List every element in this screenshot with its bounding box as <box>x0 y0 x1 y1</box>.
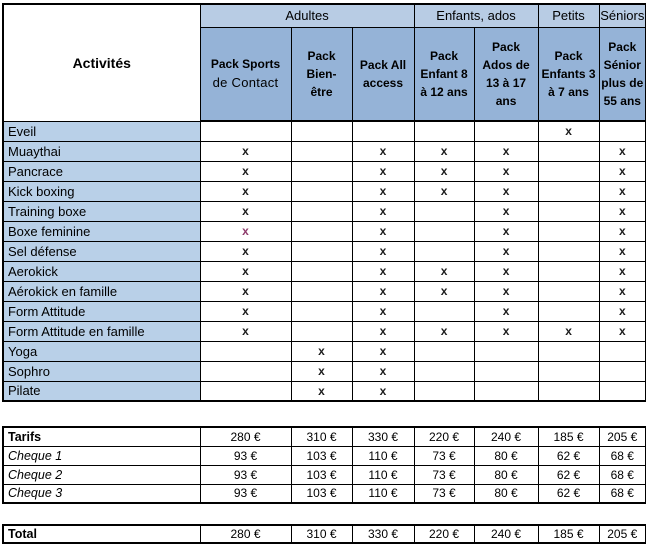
table-row <box>3 221 646 241</box>
mark-cell <box>200 361 291 381</box>
pack-header-line: Ados de <box>482 57 530 72</box>
table-row <box>3 141 646 161</box>
price-cell: 62 € <box>538 465 599 484</box>
mark-cell <box>538 201 599 221</box>
mark-cell <box>414 201 474 221</box>
pack-header-line: 55 ans <box>603 93 641 108</box>
mark-cell <box>291 301 352 321</box>
mark-cell <box>291 121 352 141</box>
mark-cell <box>538 341 599 361</box>
mark-cell: x <box>352 141 414 161</box>
pack-header-line: Sénior <box>603 57 641 72</box>
price-cell: 68 € <box>599 465 646 484</box>
price-cell: 103 € <box>291 465 352 484</box>
mark-cell <box>414 121 474 141</box>
mark-cell: x <box>599 141 646 161</box>
table-row <box>3 321 646 341</box>
mark-cell: x <box>474 241 538 261</box>
pack-header-line: Pack All <box>359 57 407 72</box>
pricing-row <box>3 446 646 465</box>
mark-cell <box>200 121 291 141</box>
table-row <box>3 161 646 181</box>
mark-cell <box>414 241 474 261</box>
mark-cell: x <box>414 321 474 341</box>
table-row <box>3 261 646 281</box>
mark-cell: x <box>200 301 291 321</box>
pack-header-line: à 12 ans <box>420 84 468 99</box>
mark-cell <box>538 261 599 281</box>
pricing-table <box>2 426 646 504</box>
pricing-row <box>3 465 646 484</box>
table-row <box>3 241 646 261</box>
pack-header-line: Bien- <box>306 66 337 81</box>
mark-cell <box>538 181 599 201</box>
pack-header-line: Pack <box>608 39 637 54</box>
group-header-row <box>3 4 646 27</box>
pack-header-line: Enfant 8 <box>420 66 468 81</box>
mark-cell <box>474 341 538 361</box>
mark-cell: x <box>200 261 291 281</box>
price-cell: 80 € <box>474 465 538 484</box>
mark-cell: x <box>414 141 474 161</box>
mark-cell: x <box>352 321 414 341</box>
pack-header-line: Pack <box>307 48 336 63</box>
mark-cell: x <box>200 141 291 161</box>
mark-cell: x <box>200 181 291 201</box>
pricing-row <box>3 427 646 446</box>
mark-cell <box>291 201 352 221</box>
total-body <box>3 525 646 543</box>
mark-cell: x <box>599 181 646 201</box>
activity-label: Sophro <box>3 361 200 381</box>
mark-cell <box>414 341 474 361</box>
mark-cell <box>200 381 291 401</box>
pack-header-line: access <box>362 75 404 90</box>
group-header: Petits <box>538 4 599 27</box>
mark-cell: x <box>414 161 474 181</box>
price-cell: 80 € <box>474 484 538 503</box>
table-row <box>3 361 646 381</box>
activity-label: Aérokick en famille <box>3 281 200 301</box>
price-cell: 205 € <box>599 427 646 446</box>
mark-cell: x <box>291 361 352 381</box>
mark-cell: x <box>352 261 414 281</box>
total-price-cell: 220 € <box>414 525 474 543</box>
table-row <box>3 181 646 201</box>
activity-label: Training boxe <box>3 201 200 221</box>
mark-cell <box>538 361 599 381</box>
price-cell: 80 € <box>474 446 538 465</box>
group-header: Séniors <box>599 4 646 27</box>
mark-cell: x <box>352 381 414 401</box>
pack-header-line: plus de <box>601 75 644 90</box>
mark-cell <box>291 221 352 241</box>
mark-cell: x <box>352 301 414 321</box>
activity-label: Kick boxing <box>3 181 200 201</box>
price-cell: 73 € <box>414 446 474 465</box>
mark-cell: x <box>599 221 646 241</box>
pack-header <box>352 27 414 121</box>
mark-cell <box>474 121 538 141</box>
mark-cell: x <box>599 201 646 221</box>
mark-cell <box>200 341 291 361</box>
total-price-cell: 330 € <box>352 525 414 543</box>
mark-cell <box>291 161 352 181</box>
activity-label: Form Attitude <box>3 301 200 321</box>
mark-cell: x <box>352 181 414 201</box>
mark-cell: x <box>352 241 414 261</box>
price-cell: 310 € <box>291 427 352 446</box>
mark-cell <box>291 241 352 261</box>
activities-table <box>2 3 646 402</box>
pack-header-line: ans <box>495 93 517 108</box>
table-row <box>3 121 646 141</box>
mark-cell: x <box>352 161 414 181</box>
mark-cell: x <box>474 281 538 301</box>
mark-cell <box>414 381 474 401</box>
activity-label: Aerokick <box>3 261 200 281</box>
price-cell: 62 € <box>538 484 599 503</box>
pack-header-line: Enfants 3 <box>541 66 596 81</box>
price-cell: 220 € <box>414 427 474 446</box>
pack-header <box>599 27 646 121</box>
price-cell: 103 € <box>291 484 352 503</box>
mark-cell: x <box>599 301 646 321</box>
pricing-row-label: Cheque 1 <box>3 446 200 465</box>
price-cell: 68 € <box>599 484 646 503</box>
mark-cell: x <box>474 301 538 321</box>
pack-header-line: Pack <box>492 39 521 54</box>
mark-cell <box>538 381 599 401</box>
mark-cell: x <box>599 161 646 181</box>
total-label: Total <box>3 525 200 543</box>
mark-cell: x <box>474 181 538 201</box>
pack-header <box>414 27 474 121</box>
pack-header-line: Pack <box>554 48 583 63</box>
mark-cell <box>599 121 646 141</box>
mark-cell <box>599 381 646 401</box>
pack-header <box>474 27 538 121</box>
total-price-cell: 310 € <box>291 525 352 543</box>
pack-header-line: Pack Sports <box>210 57 281 71</box>
mark-cell: x <box>599 241 646 261</box>
activity-label: Boxe feminine <box>3 221 200 241</box>
pricing-body <box>3 427 646 503</box>
pack-header-line: 13 à 17 <box>486 75 527 90</box>
mark-cell: x <box>474 201 538 221</box>
mark-cell: x <box>474 321 538 341</box>
price-cell: 93 € <box>200 465 291 484</box>
pack-header-line: de Contact <box>212 75 279 90</box>
price-cell: 93 € <box>200 484 291 503</box>
mark-cell: x <box>291 381 352 401</box>
mark-cell: x <box>200 281 291 301</box>
mark-cell: x <box>474 261 538 281</box>
pack-header <box>538 27 599 121</box>
activity-label: Eveil <box>3 121 200 141</box>
mark-cell <box>599 361 646 381</box>
table-row <box>3 301 646 321</box>
mark-cell <box>414 361 474 381</box>
mark-cell <box>352 121 414 141</box>
mark-cell <box>538 221 599 241</box>
mark-cell: x <box>414 261 474 281</box>
price-cell: 330 € <box>352 427 414 446</box>
price-cell: 103 € <box>291 446 352 465</box>
activity-label: Yoga <box>3 341 200 361</box>
pack-header-line: à 7 ans <box>548 84 589 99</box>
pricing-row <box>3 484 646 503</box>
mark-cell <box>291 181 352 201</box>
mark-cell: x <box>474 161 538 181</box>
pack-header <box>291 27 352 121</box>
pack-header <box>200 27 291 121</box>
mark-cell: x <box>474 141 538 161</box>
mark-cell <box>414 301 474 321</box>
mark-cell <box>474 361 538 381</box>
price-cell: 280 € <box>200 427 291 446</box>
mark-cell: x <box>200 201 291 221</box>
total-price-cell: 280 € <box>200 525 291 543</box>
mark-cell: x <box>599 281 646 301</box>
mark-cell: x <box>538 321 599 341</box>
activity-label: Muaythai <box>3 141 200 161</box>
mark-cell: x <box>200 161 291 181</box>
group-header: Enfants, ados <box>414 4 538 27</box>
pack-header-line: être <box>310 84 333 99</box>
price-cell: 185 € <box>538 427 599 446</box>
price-cell: 73 € <box>414 484 474 503</box>
table-row <box>3 341 646 361</box>
total-price-cell: 185 € <box>538 525 599 543</box>
mark-cell <box>291 261 352 281</box>
total-row <box>3 525 646 543</box>
mark-cell <box>291 281 352 301</box>
mark-cell: x <box>414 181 474 201</box>
table-row <box>3 381 646 401</box>
mark-cell: x <box>474 221 538 241</box>
pricing-row-label: Cheque 2 <box>3 465 200 484</box>
activities-corner-header: Activités <box>3 4 200 121</box>
activities-body <box>3 121 646 401</box>
price-cell: 110 € <box>352 484 414 503</box>
mark-cell: x <box>538 121 599 141</box>
total-price-cell: 205 € <box>599 525 646 543</box>
total-table <box>2 524 646 544</box>
mark-cell <box>291 321 352 341</box>
table-row <box>3 201 646 221</box>
activity-label: Pilate <box>3 381 200 401</box>
mark-cell <box>414 221 474 241</box>
activity-label: Pancrace <box>3 161 200 181</box>
mark-cell <box>538 141 599 161</box>
pricing-row-label: Tarifs <box>3 427 200 446</box>
price-cell: 240 € <box>474 427 538 446</box>
mark-cell <box>538 301 599 321</box>
mark-cell: x <box>352 341 414 361</box>
table-row <box>3 281 646 301</box>
mark-cell: x <box>200 321 291 341</box>
mark-cell <box>538 281 599 301</box>
mark-cell: x <box>352 281 414 301</box>
price-cell: 68 € <box>599 446 646 465</box>
price-cell: 73 € <box>414 465 474 484</box>
mark-cell: x <box>599 321 646 341</box>
price-cell: 110 € <box>352 465 414 484</box>
total-price-cell: 240 € <box>474 525 538 543</box>
group-header: Adultes <box>200 4 414 27</box>
pack-header-line: Pack <box>430 48 459 63</box>
mark-cell: x <box>414 281 474 301</box>
mark-cell: x <box>599 261 646 281</box>
pricing-row-label: Cheque 3 <box>3 484 200 503</box>
mark-cell <box>474 381 538 401</box>
activity-label: Sel défense <box>3 241 200 261</box>
mark-cell: x <box>200 221 291 241</box>
mark-cell <box>599 341 646 361</box>
mark-cell <box>538 161 599 181</box>
mark-cell: x <box>352 201 414 221</box>
activity-label: Form Attitude en famille <box>3 321 200 341</box>
mark-cell: x <box>352 361 414 381</box>
mark-cell <box>291 141 352 161</box>
price-cell: 110 € <box>352 446 414 465</box>
price-cell: 93 € <box>200 446 291 465</box>
mark-cell <box>538 241 599 261</box>
mark-cell: x <box>291 341 352 361</box>
price-cell: 62 € <box>538 446 599 465</box>
mark-cell: x <box>352 221 414 241</box>
mark-cell: x <box>200 241 291 261</box>
